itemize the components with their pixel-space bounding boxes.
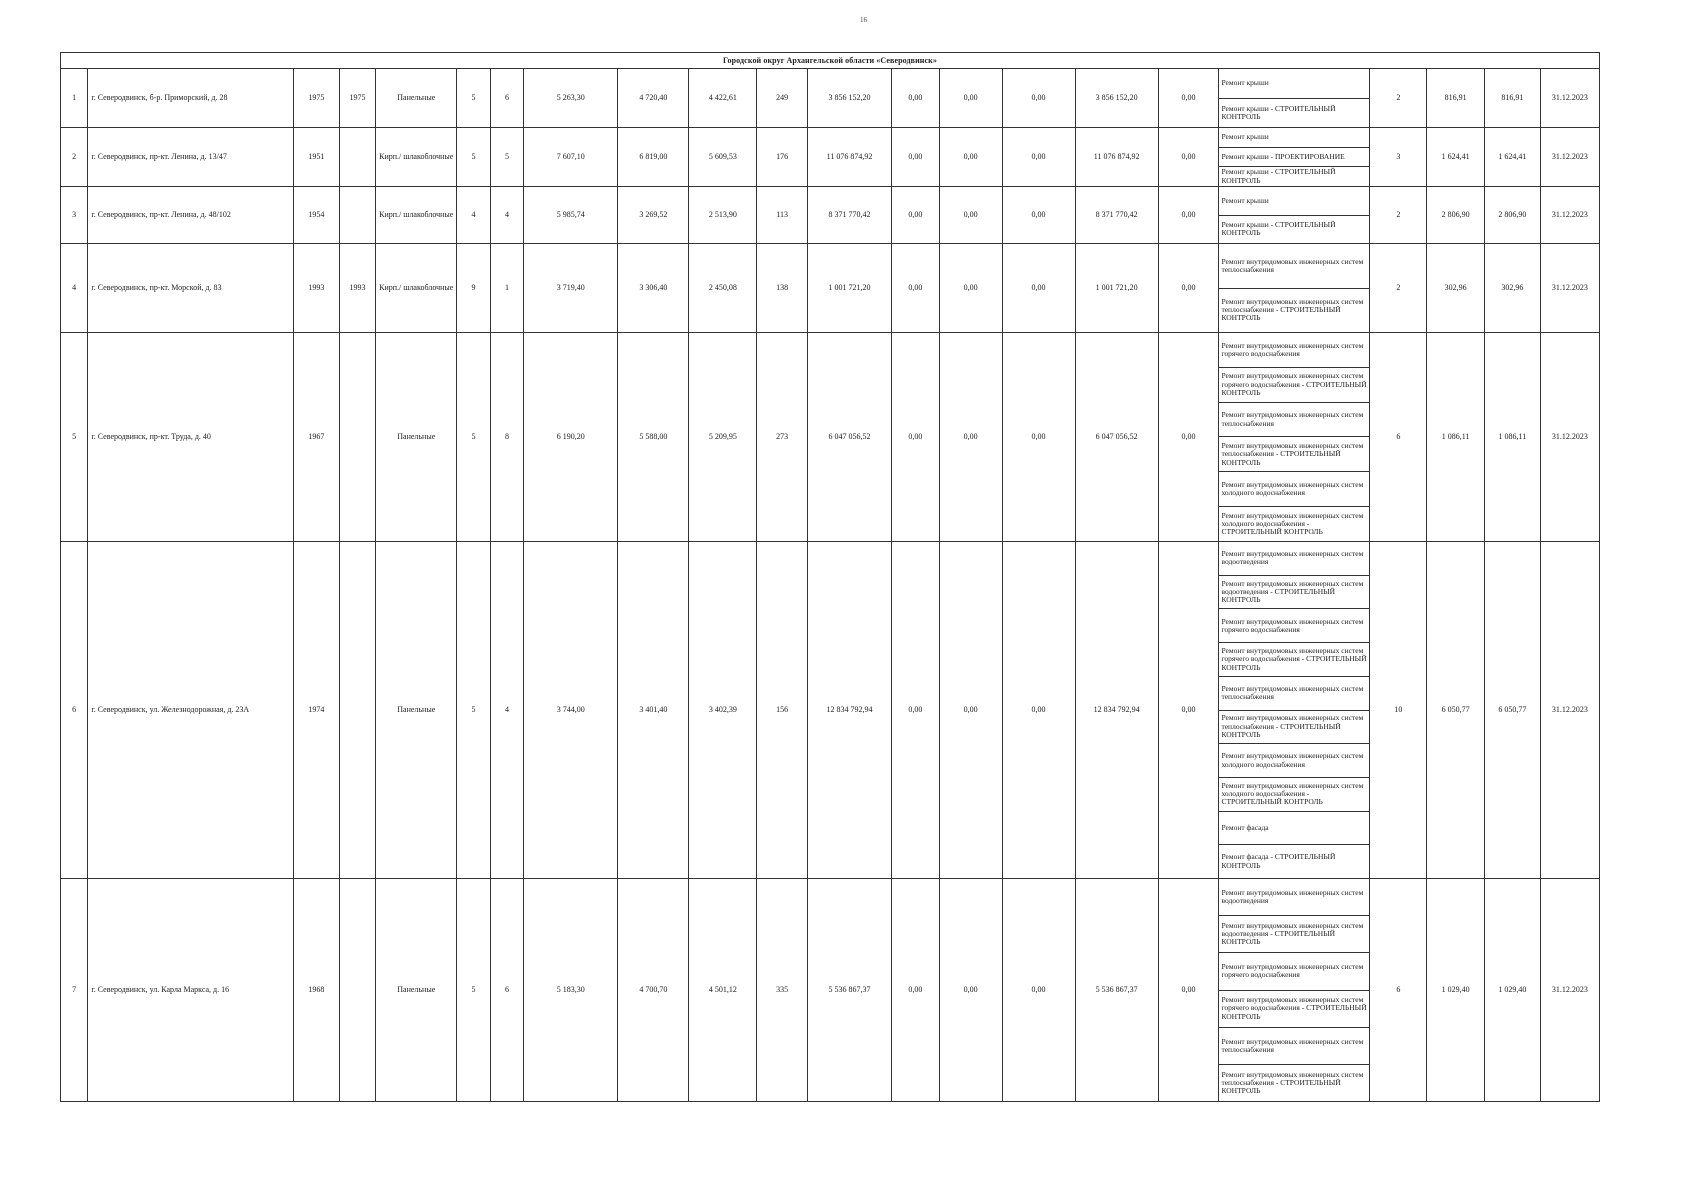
- cost-owners-cell: 11 076 874,92: [1075, 128, 1158, 187]
- works-list: [1219, 187, 1369, 243]
- cost-other-cell: 0,00: [1158, 128, 1219, 187]
- cost-total-cell: 3 856 152,20: [807, 69, 891, 128]
- works-list-cell: [1219, 244, 1370, 333]
- max-unit-cost-cell: 1 029,40: [1484, 879, 1540, 1102]
- work-item: Ремонт крыши: [1219, 187, 1369, 216]
- works-count-cell: 2: [1370, 187, 1427, 244]
- cost-local-cell: 0,00: [1002, 333, 1075, 542]
- year-built-cell: 1951: [294, 128, 340, 187]
- region-row: [61, 53, 1600, 69]
- work-item: Ремонт внутридомовых инженерных систем водоотведения - СТРОИТЕЛЬНЫЙ КОНТРОЛЬ: [1219, 576, 1369, 610]
- area-residential-cell: 4 501,12: [689, 879, 757, 1102]
- region-title: Городской округ Архангельской области «Северодвинск»: [61, 53, 1600, 69]
- entrances-cell: 4: [490, 542, 523, 879]
- row-number: 2: [61, 128, 88, 187]
- area-total-cell: 5 183,30: [524, 879, 618, 1102]
- works-list-cell: [1219, 333, 1370, 542]
- cost-federal-cell: 0,00: [892, 244, 940, 333]
- entrances-cell: 1: [490, 244, 523, 333]
- deadline-cell: 31.12.2023: [1540, 128, 1599, 187]
- cost-local-cell: 0,00: [1002, 879, 1075, 1102]
- area-living-cell: 3 401,40: [618, 542, 689, 879]
- table-row: [61, 187, 1600, 244]
- cost-federal-cell: 0,00: [892, 542, 940, 879]
- wall-material-cell: Панельные: [376, 333, 457, 542]
- work-item: Ремонт внутридомовых инженерных систем холодного водоснабжения: [1219, 472, 1369, 507]
- cost-total-cell: 8 371 770,42: [807, 187, 891, 244]
- works-list-cell: [1219, 542, 1370, 879]
- deadline-cell: 31.12.2023: [1540, 244, 1599, 333]
- cost-owners-cell: 12 834 792,94: [1075, 542, 1158, 879]
- unit-cost-cell: 2 806,90: [1427, 187, 1485, 244]
- row-number: 5: [61, 333, 88, 542]
- residents-cell: 138: [757, 244, 808, 333]
- work-item: Ремонт внутридомовых инженерных систем водоотведения - СТРОИТЕЛЬНЫЙ КОНТРОЛЬ: [1219, 916, 1369, 953]
- cost-total-cell: 6 047 056,52: [807, 333, 891, 542]
- address-cell: г. Северодвинск, ул. Железнодорожная, д. 23А: [88, 542, 294, 879]
- year-built-cell: 1968: [294, 879, 340, 1102]
- cost-local-cell: 0,00: [1002, 69, 1075, 128]
- row-number: 6: [61, 542, 88, 879]
- entrances-cell: 4: [490, 187, 523, 244]
- work-item: Ремонт внутридомовых инженерных систем теплоснабжения: [1219, 1028, 1369, 1065]
- residents-cell: 156: [757, 542, 808, 879]
- unit-cost-cell: 1 029,40: [1427, 879, 1485, 1102]
- cost-federal-cell: 0,00: [892, 69, 940, 128]
- cost-regional-cell: 0,00: [939, 333, 1002, 542]
- entrances-cell: 6: [490, 879, 523, 1102]
- cost-local-cell: 0,00: [1002, 187, 1075, 244]
- works-count-cell: 2: [1370, 244, 1427, 333]
- max-unit-cost-cell: 1 624,41: [1484, 128, 1540, 187]
- area-residential-cell: 3 402,39: [689, 542, 757, 879]
- area-residential-cell: 2 513,90: [689, 187, 757, 244]
- cost-local-cell: 0,00: [1002, 128, 1075, 187]
- wall-material-cell: Панельные: [376, 69, 457, 128]
- cost-local-cell: 0,00: [1002, 244, 1075, 333]
- area-residential-cell: 2 450,08: [689, 244, 757, 333]
- table-row: [61, 244, 1600, 333]
- works-count-cell: 2: [1370, 69, 1427, 128]
- row-number: 1: [61, 69, 88, 128]
- cost-owners-cell: 1 001 721,20: [1075, 244, 1158, 333]
- floors-cell: 5: [457, 128, 490, 187]
- cost-other-cell: 0,00: [1158, 542, 1219, 879]
- works-list: [1219, 128, 1369, 186]
- table-row: [61, 879, 1600, 1102]
- table-row: [61, 69, 1600, 128]
- work-item: Ремонт внутридомовых инженерных систем горячего водоснабжения - СТРОИТЕЛЬНЫЙ КОНТРОЛЬ: [1219, 991, 1369, 1028]
- area-living-cell: 3 306,40: [618, 244, 689, 333]
- wall-material-cell: Панельные: [376, 879, 457, 1102]
- year-built-cell: 1954: [294, 187, 340, 244]
- year-commission-cell: 1993: [339, 244, 375, 333]
- year-commission-cell: [339, 187, 375, 244]
- work-item: Ремонт внутридомовых инженерных систем теплоснабжения: [1219, 244, 1369, 289]
- area-residential-cell: 4 422,61: [689, 69, 757, 128]
- year-commission-cell: [339, 879, 375, 1102]
- address-cell: г. Северодвинск, б-р. Приморский, д. 28: [88, 69, 294, 128]
- cost-other-cell: 0,00: [1158, 879, 1219, 1102]
- row-number: 4: [61, 244, 88, 333]
- works-list: [1219, 879, 1369, 1101]
- works-count-cell: 10: [1370, 542, 1427, 879]
- cost-federal-cell: 0,00: [892, 333, 940, 542]
- floors-cell: 4: [457, 187, 490, 244]
- address-cell: г. Северодвинск, пр-кт. Труда, д. 40: [88, 333, 294, 542]
- work-item: Ремонт крыши - ПРОЕКТИРОВАНИЕ: [1219, 148, 1369, 168]
- area-total-cell: 3 744,00: [524, 542, 618, 879]
- floors-cell: 5: [457, 879, 490, 1102]
- unit-cost-cell: 1 624,41: [1427, 128, 1485, 187]
- area-living-cell: 4 700,70: [618, 879, 689, 1102]
- table-row: [61, 128, 1600, 187]
- cost-regional-cell: 0,00: [939, 244, 1002, 333]
- area-total-cell: 6 190,20: [524, 333, 618, 542]
- work-item: Ремонт фасада - СТРОИТЕЛЬНЫЙ КОНТРОЛЬ: [1221, 852, 1336, 870]
- deadline-cell: 31.12.2023: [1540, 69, 1599, 128]
- work-item: Ремонт фасада: [1219, 812, 1369, 846]
- work-item: Ремонт внутридомовых инженерных систем водоотведения: [1219, 879, 1369, 916]
- cost-other-cell: 0,00: [1158, 244, 1219, 333]
- cost-regional-cell: 0,00: [939, 128, 1002, 187]
- address-cell: г. Северодвинск, пр-кт. Ленина, д. 48/102: [88, 187, 294, 244]
- unit-cost-cell: 1 086,11: [1427, 333, 1485, 542]
- table-row: [61, 333, 1600, 542]
- unit-cost-cell: 302,96: [1427, 244, 1485, 333]
- deadline-cell: 31.12.2023: [1540, 879, 1599, 1102]
- area-residential-cell: 5 609,53: [689, 128, 757, 187]
- area-living-cell: 6 819,00: [618, 128, 689, 187]
- works-list: [1219, 333, 1369, 541]
- work-item: Ремонт крыши: [1219, 128, 1369, 148]
- floors-cell: 5: [457, 69, 490, 128]
- work-item: Ремонт внутридомовых инженерных систем горячего водоснабжения: [1219, 609, 1369, 643]
- address-cell: г. Северодвинск, пр-кт. Морской, д. 83: [88, 244, 294, 333]
- max-unit-cost-cell: 6 050,77: [1484, 542, 1540, 879]
- max-unit-cost-cell: 1 086,11: [1484, 333, 1540, 542]
- entrances-cell: 6: [490, 69, 523, 128]
- residents-cell: 335: [757, 879, 808, 1102]
- year-built-cell: 1974: [294, 542, 340, 879]
- cost-total-cell: 11 076 874,92: [807, 128, 891, 187]
- cost-owners-cell: 6 047 056,52: [1075, 333, 1158, 542]
- floors-cell: 5: [457, 542, 490, 879]
- cost-total-cell: 1 001 721,20: [807, 244, 891, 333]
- cost-other-cell: 0,00: [1158, 69, 1219, 128]
- work-item: Ремонт внутридомовых инженерных систем холодного водоснабжения: [1219, 744, 1369, 778]
- year-commission-cell: [339, 333, 375, 542]
- cost-federal-cell: 0,00: [892, 187, 940, 244]
- cost-federal-cell: 0,00: [892, 128, 940, 187]
- work-item: Ремонт внутридомовых инженерных систем горячего водоснабжения: [1219, 333, 1369, 368]
- area-residential-cell: 5 209,95: [689, 333, 757, 542]
- area-total-cell: 5 263,30: [524, 69, 618, 128]
- deadline-cell: 31.12.2023: [1540, 333, 1599, 542]
- max-unit-cost-cell: 302,96: [1484, 244, 1540, 333]
- wall-material-cell: Кирп./ шлакоблочные: [376, 187, 457, 244]
- cost-local-cell: 0,00: [1002, 542, 1075, 879]
- works-list: [1219, 542, 1369, 878]
- cost-regional-cell: 0,00: [939, 69, 1002, 128]
- wall-material-cell: Кирп./ шлакоблочные: [376, 128, 457, 187]
- cost-regional-cell: 0,00: [939, 187, 1002, 244]
- area-total-cell: 7 607,10: [524, 128, 618, 187]
- entrances-cell: 8: [490, 333, 523, 542]
- work-item: Ремонт внутридомовых инженерных систем теплоснабжения: [1219, 403, 1369, 438]
- cost-owners-cell: 3 856 152,20: [1075, 69, 1158, 128]
- cost-total-cell: 12 834 792,94: [807, 542, 891, 879]
- max-unit-cost-cell: 816,91: [1484, 69, 1540, 128]
- work-item: Ремонт внутридомовых инженерных систем теплоснабжения - СТРОИТЕЛЬНЫЙ КОНТРОЛЬ: [1219, 711, 1369, 745]
- year-commission-cell: [339, 128, 375, 187]
- wall-material-cell: Кирп./ шлакоблочные: [376, 244, 457, 333]
- address-cell: г. Северодвинск, ул. Карла Маркса, д. 16: [88, 879, 294, 1102]
- area-total-cell: 5 985,74: [524, 187, 618, 244]
- cost-other-cell: 0,00: [1158, 333, 1219, 542]
- work-item: Ремонт внутридомовых инженерных систем теплоснабжения: [1219, 677, 1369, 711]
- works-list-cell: [1219, 879, 1370, 1102]
- area-living-cell: 5 588,00: [618, 333, 689, 542]
- residents-cell: 113: [757, 187, 808, 244]
- area-living-cell: 3 269,52: [618, 187, 689, 244]
- residents-cell: 249: [757, 69, 808, 128]
- cost-federal-cell: 0,00: [892, 879, 940, 1102]
- works-list-cell: [1219, 128, 1370, 187]
- address-cell: г. Северодвинск, пр-кт. Ленина, д. 13/47: [88, 128, 294, 187]
- entrances-cell: 5: [490, 128, 523, 187]
- cost-owners-cell: 8 371 770,42: [1075, 187, 1158, 244]
- deadline-cell: 31.12.2023: [1540, 542, 1599, 879]
- unit-cost-cell: 816,91: [1427, 69, 1485, 128]
- work-item: Ремонт внутридомовых инженерных систем теплоснабжения - СТРОИТЕЛЬНЫЙ КОНТРОЛЬ: [1221, 296, 1364, 323]
- work-item: Ремонт внутридомовых инженерных систем теплоснабжения - СТРОИТЕЛЬНЫЙ КОНТРОЛЬ: [1219, 437, 1369, 472]
- repair-program-table: [60, 52, 1600, 1102]
- work-item: Ремонт внутридомовых инженерных систем холодного водоснабжения - СТРОИТЕЛЬНЫЙ КОНТРОЛЬ: [1219, 778, 1369, 812]
- max-unit-cost-cell: 2 806,90: [1484, 187, 1540, 244]
- year-commission-cell: 1975: [339, 69, 375, 128]
- area-living-cell: 4 720,40: [618, 69, 689, 128]
- wall-material-cell: Панельные: [376, 542, 457, 879]
- page-number: 16: [860, 16, 867, 24]
- year-built-cell: 1975: [294, 69, 340, 128]
- works-list: [1219, 244, 1369, 332]
- cost-other-cell: 0,00: [1158, 187, 1219, 244]
- work-item: Ремонт крыши - СТРОИТЕЛЬНЫЙ КОНТРОЛЬ: [1221, 220, 1336, 238]
- works-list: [1219, 69, 1369, 127]
- row-number: 7: [61, 879, 88, 1102]
- works-list-cell: [1219, 187, 1370, 244]
- year-commission-cell: [339, 542, 375, 879]
- cost-owners-cell: 5 536 867,37: [1075, 879, 1158, 1102]
- work-item: Ремонт крыши: [1219, 69, 1369, 99]
- deadline-cell: 31.12.2023: [1540, 187, 1599, 244]
- row-number: 3: [61, 187, 88, 244]
- cost-total-cell: 5 536 867,37: [807, 879, 891, 1102]
- area-total-cell: 3 719,40: [524, 244, 618, 333]
- residents-cell: 273: [757, 333, 808, 542]
- work-item: Ремонт внутридомовых инженерных систем горячего водоснабжения - СТРОИТЕЛЬНЫЙ КОНТРОЛЬ: [1219, 368, 1369, 403]
- works-count-cell: 3: [1370, 128, 1427, 187]
- work-item: Ремонт внутридомовых инженерных систем горячего водоснабжения - СТРОИТЕЛЬНЫЙ КОНТРОЛЬ: [1219, 643, 1369, 677]
- work-item: Ремонт крыши - СТРОИТЕЛЬНЫЙ КОНТРОЛЬ: [1221, 103, 1336, 121]
- works-list-cell: [1219, 69, 1370, 128]
- works-count-cell: 6: [1370, 879, 1427, 1102]
- work-item: Ремонт внутридомовых инженерных систем водоотведения: [1219, 542, 1369, 576]
- year-built-cell: 1993: [294, 244, 340, 333]
- work-item: Ремонт внутридомовых инженерных систем горячего водоснабжения: [1219, 953, 1369, 990]
- work-item: Ремонт внутридомовых инженерных систем холодного водоснабжения - СТРОИТЕЛЬНЫЙ КОНТРОЛЬ: [1221, 510, 1364, 537]
- work-item: Ремонт крыши - СТРОИТЕЛЬНЫЙ КОНТРОЛЬ: [1221, 167, 1336, 185]
- floors-cell: 5: [457, 333, 490, 542]
- unit-cost-cell: 6 050,77: [1427, 542, 1485, 879]
- work-item: Ремонт внутридомовых инженерных систем теплоснабжения - СТРОИТЕЛЬНЫЙ КОНТРОЛЬ: [1221, 1069, 1364, 1096]
- works-count-cell: 6: [1370, 333, 1427, 542]
- residents-cell: 176: [757, 128, 808, 187]
- cost-regional-cell: 0,00: [939, 879, 1002, 1102]
- year-built-cell: 1967: [294, 333, 340, 542]
- table-row: [61, 542, 1600, 879]
- cost-regional-cell: 0,00: [939, 542, 1002, 879]
- floors-cell: 9: [457, 244, 490, 333]
